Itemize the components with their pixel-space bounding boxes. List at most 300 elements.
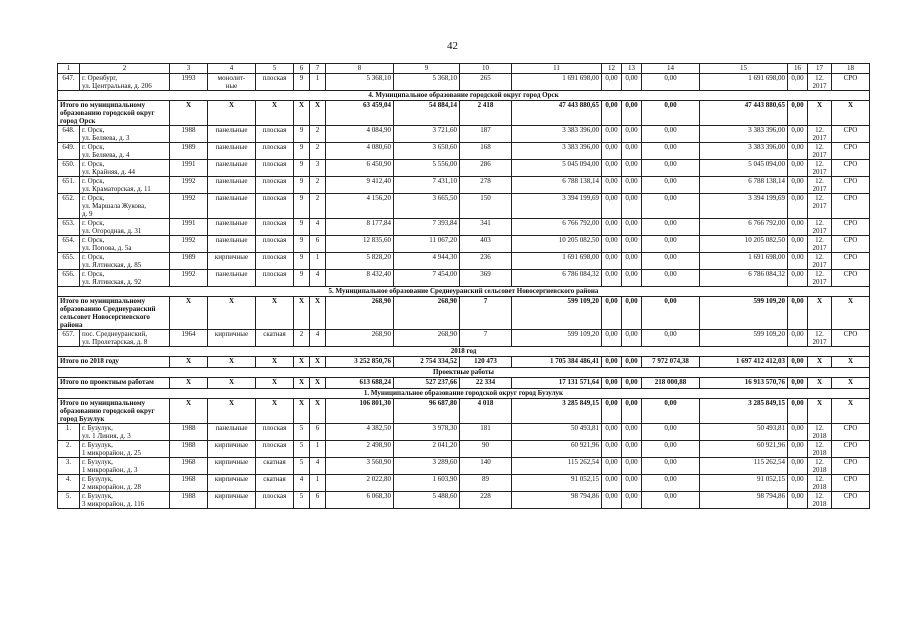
table-cell: 17 131 571,64 — [512, 378, 602, 389]
table-cell: 0,00 — [622, 253, 642, 270]
table-cell: 0,00 — [642, 297, 700, 330]
table-cell: Проектные работы — [58, 368, 870, 378]
table-cell: 1 691 698,00 — [700, 253, 788, 270]
table-cell: 2. — [58, 441, 80, 458]
table-cell: 0,00 — [602, 74, 622, 91]
table-cell: 2 — [310, 177, 326, 194]
table-cell: 3 383 396,00 — [700, 126, 788, 143]
table-cell: плоская — [256, 177, 294, 194]
table-cell: 2 754 334,52 — [394, 357, 460, 368]
table-cell: 6 — [310, 236, 326, 253]
table-cell: 0,00 — [642, 270, 700, 287]
table-cell: г. Орск, ул. Беляева, д. 3 — [80, 126, 170, 143]
table-cell: панельные — [208, 270, 256, 287]
table-cell: г. Бузулук, 1 микрорайон, д. 25 — [80, 441, 170, 458]
section-heading-row — [58, 91, 870, 101]
table-cell: 0,00 — [788, 492, 808, 509]
table-cell: 0,00 — [642, 424, 700, 441]
table-cell: X — [310, 357, 326, 368]
table-cell: 0,00 — [642, 441, 700, 458]
table-cell: скатная — [256, 330, 294, 347]
table-cell: плоская — [256, 236, 294, 253]
table-cell: 3 978,30 — [394, 424, 460, 441]
table-cell: скатная — [256, 458, 294, 475]
table-cell: СРО — [832, 236, 870, 253]
table-cell: X — [170, 297, 208, 330]
table-cell: СРО — [832, 270, 870, 287]
table-cell: 1 — [310, 475, 326, 492]
table-cell: плоская — [256, 219, 294, 236]
section-heading-row — [58, 389, 870, 399]
table-cell: 22 334 — [460, 378, 512, 389]
table-cell: 60 921,96 — [512, 441, 602, 458]
table-cell: 5 — [294, 492, 310, 509]
table-cell: 91 052,15 — [512, 475, 602, 492]
table-row — [58, 177, 870, 194]
table-cell: 7 — [460, 330, 512, 347]
table-cell: 96 687,80 — [394, 399, 460, 424]
table-cell: 0,00 — [602, 194, 622, 219]
table-cell: 1991 — [170, 160, 208, 177]
table-cell: X — [256, 378, 294, 389]
table-cell: 0,00 — [642, 253, 700, 270]
table-cell: X — [832, 101, 870, 126]
table-cell: 268,90 — [326, 330, 394, 347]
table-cell: 17 — [808, 64, 832, 74]
table-cell: СРО — [832, 253, 870, 270]
table-cell: 6 068,30 — [326, 492, 394, 509]
table-cell: 9 — [294, 74, 310, 91]
table-cell: г. Орск, ул. Беляева, д. 4 — [80, 143, 170, 160]
table-cell: 0,00 — [642, 399, 700, 424]
table-cell: г. Бузулук, 3 микрорайон, д. 116 — [80, 492, 170, 509]
table-cell: 0,00 — [602, 270, 622, 287]
table-cell: 187 — [460, 126, 512, 143]
table-cell: 6 — [294, 64, 310, 74]
table-cell: X — [832, 378, 870, 389]
table-cell: плоская — [256, 126, 294, 143]
table-cell: X — [170, 399, 208, 424]
table-cell: 8 177,84 — [326, 219, 394, 236]
table-cell: 3 560,90 — [326, 458, 394, 475]
table-cell: 0,00 — [622, 143, 642, 160]
table-cell: 5 — [294, 441, 310, 458]
table-cell: панельные — [208, 424, 256, 441]
column-number-row — [58, 64, 870, 74]
table-cell: 50 493,81 — [512, 424, 602, 441]
table-cell: 0,00 — [622, 297, 642, 330]
table-cell: 650. — [58, 160, 80, 177]
table-cell: 12. 2017 — [808, 253, 832, 270]
table-cell: 115 262,54 — [512, 458, 602, 475]
table-cell: X — [256, 357, 294, 368]
table-cell: 0,00 — [622, 399, 642, 424]
table-cell: 0,00 — [622, 160, 642, 177]
table-cell: X — [294, 297, 310, 330]
table-cell: 150 — [460, 194, 512, 219]
table-cell: СРО — [832, 74, 870, 91]
table-cell: 0,00 — [642, 74, 700, 91]
table-cell: СРО — [832, 492, 870, 509]
table-cell: СРО — [832, 330, 870, 347]
table-cell: 2 — [310, 143, 326, 160]
table-cell: 2 — [310, 194, 326, 219]
table-cell: 7 454,00 — [394, 270, 460, 287]
table-cell: 4. Муниципальное образование городской округ город Орск — [58, 91, 870, 101]
table-cell: 12. 2017 — [808, 219, 832, 236]
table-cell: СРО — [832, 143, 870, 160]
table-cell: 1988 — [170, 424, 208, 441]
table-cell: плоская — [256, 424, 294, 441]
table-cell: скатная — [256, 475, 294, 492]
table-cell: 0,00 — [622, 458, 642, 475]
table-cell: 3 — [170, 64, 208, 74]
table-row — [58, 475, 870, 492]
table-cell: 10 — [460, 64, 512, 74]
table-cell: 6 766 792,00 — [700, 219, 788, 236]
table-cell: 4. — [58, 475, 80, 492]
table-cell: 651. — [58, 177, 80, 194]
table-cell: 1 603,90 — [394, 475, 460, 492]
table-cell: 13 — [622, 64, 642, 74]
table-cell: 0,00 — [788, 441, 808, 458]
table-cell: 89 — [460, 475, 512, 492]
table-cell: 8 — [326, 64, 394, 74]
total-row — [58, 378, 870, 389]
table-cell: 4 — [208, 64, 256, 74]
table-cell: 0,00 — [602, 126, 622, 143]
table-cell: 0,00 — [642, 219, 700, 236]
table-cell: 0,00 — [622, 219, 642, 236]
table-cell: 0,00 — [788, 219, 808, 236]
table-cell: 0,00 — [622, 330, 642, 347]
table-cell: 1992 — [170, 194, 208, 219]
table-cell: 341 — [460, 219, 512, 236]
table-cell: 4 — [294, 475, 310, 492]
table-cell: 2 — [310, 126, 326, 143]
table-cell: 0,00 — [788, 458, 808, 475]
table-row — [58, 458, 870, 475]
table-cell: монолит- ные — [208, 74, 256, 91]
table-cell: 657. — [58, 330, 80, 347]
table-cell: 653. — [58, 219, 80, 236]
table-cell: 2 041,20 — [394, 441, 460, 458]
table-cell: 527 237,66 — [394, 378, 460, 389]
table-cell: 218 000,88 — [642, 378, 700, 389]
table-cell: 1 691 698,00 — [512, 74, 602, 91]
table-cell: 1 — [58, 64, 80, 74]
table-cell: панельные — [208, 219, 256, 236]
table-cell: X — [294, 357, 310, 368]
table-cell: 4 080,60 — [326, 143, 394, 160]
table-cell: 0,00 — [788, 357, 808, 368]
table-cell: кирпичные — [208, 441, 256, 458]
table-cell: 0,00 — [642, 458, 700, 475]
table-cell: X — [832, 357, 870, 368]
table-cell: 9 — [294, 219, 310, 236]
table-cell: 5 045 094,00 — [512, 160, 602, 177]
table-cell: 0,00 — [602, 378, 622, 389]
table-cell: 3 289,60 — [394, 458, 460, 475]
table-cell: 9 — [294, 270, 310, 287]
table-cell: 0,00 — [788, 126, 808, 143]
table-cell: 0,00 — [602, 399, 622, 424]
table-cell: 12. 2017 — [808, 160, 832, 177]
table-cell: 4 — [310, 458, 326, 475]
table-cell: 15 — [700, 64, 788, 74]
table-cell: 2 — [80, 64, 170, 74]
table-cell: 0,00 — [788, 74, 808, 91]
table-row — [58, 270, 870, 287]
table-cell: 0,00 — [788, 330, 808, 347]
table-cell: 0,00 — [622, 177, 642, 194]
table-cell: 0,00 — [602, 424, 622, 441]
table-cell: 0,00 — [788, 101, 808, 126]
table-cell: 1989 — [170, 143, 208, 160]
table-cell: X — [256, 399, 294, 424]
table-cell: 0,00 — [642, 126, 700, 143]
table-cell: 11 067,20 — [394, 236, 460, 253]
table-cell: 4 944,30 — [394, 253, 460, 270]
table-cell: 0,00 — [622, 492, 642, 509]
table-cell: 0,00 — [642, 101, 700, 126]
table-cell: г. Бузулук, 1 микрорайон, д. 3 — [80, 458, 170, 475]
table-cell: 18 — [832, 64, 870, 74]
table-cell: 12. 2017 — [808, 143, 832, 160]
table-cell: 2 — [294, 330, 310, 347]
table-cell: 140 — [460, 458, 512, 475]
table-cell: 0,00 — [602, 101, 622, 126]
table-cell: 98 794,86 — [700, 492, 788, 509]
table-cell: панельные — [208, 143, 256, 160]
table-cell: 60 921,96 — [700, 441, 788, 458]
table-cell: плоская — [256, 492, 294, 509]
table-cell: СРО — [832, 458, 870, 475]
table-row — [58, 236, 870, 253]
table-cell: панельные — [208, 160, 256, 177]
table-cell: 3 665,50 — [394, 194, 460, 219]
table-cell: 0,00 — [788, 236, 808, 253]
table-cell: X — [208, 101, 256, 126]
table-cell: 4 — [310, 219, 326, 236]
table-cell: г. Орск, ул. Крайняя, д. 44 — [80, 160, 170, 177]
table-cell: 403 — [460, 236, 512, 253]
table-cell: 3 394 199,69 — [512, 194, 602, 219]
table-cell: 1992 — [170, 177, 208, 194]
table-cell: 6 — [310, 424, 326, 441]
table-cell: 3 285 849,15 — [700, 399, 788, 424]
table-row — [58, 194, 870, 219]
table-cell: 12. 2018 — [808, 458, 832, 475]
total-row — [58, 357, 870, 368]
table-cell: 12. 2017 — [808, 330, 832, 347]
table-cell: панельные — [208, 236, 256, 253]
table-cell: 12 835,60 — [326, 236, 394, 253]
table-cell: 2018 год — [58, 347, 870, 357]
table-cell: панельные — [208, 126, 256, 143]
table-cell: 12. 2017 — [808, 270, 832, 287]
table-cell: 236 — [460, 253, 512, 270]
table-cell: 0,00 — [642, 160, 700, 177]
table-cell: 613 688,24 — [326, 378, 394, 389]
table-cell: 0,00 — [788, 424, 808, 441]
table-cell: 5 368,10 — [326, 74, 394, 91]
table-cell: г. Орск, ул. Ялтинская, д. 85 — [80, 253, 170, 270]
table-cell: плоская — [256, 160, 294, 177]
table-cell: 0,00 — [602, 177, 622, 194]
table-cell: 4 084,90 — [326, 126, 394, 143]
table-cell: 3 252 850,76 — [326, 357, 394, 368]
table-cell: 0,00 — [788, 177, 808, 194]
table-cell: Итого по проектным работам — [58, 378, 170, 389]
table-cell: 5 — [294, 458, 310, 475]
table-cell: X — [310, 378, 326, 389]
table-cell: 5 — [294, 424, 310, 441]
table-cell: 0,00 — [642, 475, 700, 492]
total-row — [58, 101, 870, 126]
table-cell: 1991 — [170, 219, 208, 236]
table-cell: 1. — [58, 424, 80, 441]
table-cell: Итого по муниципальному образованию городской округ город Орск — [58, 101, 170, 126]
table-cell: 7 — [460, 297, 512, 330]
table-cell: 181 — [460, 424, 512, 441]
table-cell: 0,00 — [642, 236, 700, 253]
table-cell: 0,00 — [788, 194, 808, 219]
table-cell: 0,00 — [622, 475, 642, 492]
table-body — [58, 64, 870, 509]
table-cell: 12. 2018 — [808, 424, 832, 441]
table-cell: 0,00 — [642, 492, 700, 509]
table-row — [58, 143, 870, 160]
table-cell: 120 473 — [460, 357, 512, 368]
table-row — [58, 253, 870, 270]
table-cell: 649. — [58, 143, 80, 160]
table-cell: г. Орск, ул. Ялтинская, д. 92 — [80, 270, 170, 287]
table-cell: 9 — [294, 160, 310, 177]
table-cell: 10 205 082,50 — [700, 236, 788, 253]
table-cell: 647. — [58, 74, 80, 91]
table-cell: плоская — [256, 441, 294, 458]
table-cell: 1. Муниципальное образование городской округ город Бузулук — [58, 389, 870, 399]
table-cell: 168 — [460, 143, 512, 160]
table-cell: 47 443 880,65 — [700, 101, 788, 126]
table-row — [58, 424, 870, 441]
register-table — [57, 63, 870, 509]
table-cell: 652. — [58, 194, 80, 219]
table-cell: 12. 2018 — [808, 441, 832, 458]
table-cell: 9 — [294, 177, 310, 194]
table-cell: 5 828,20 — [326, 253, 394, 270]
table-cell: 0,00 — [602, 458, 622, 475]
table-cell: 12. 2018 — [808, 492, 832, 509]
table-cell: г. Бузулук, 2 микрорайон, д. 28 — [80, 475, 170, 492]
table-cell: 1993 — [170, 74, 208, 91]
table-cell: X — [808, 399, 832, 424]
table-cell: 7 431,10 — [394, 177, 460, 194]
table-cell: 6 450,90 — [326, 160, 394, 177]
table-cell: г. Орск, ул. Маршала Жукова, д. 9 — [80, 194, 170, 219]
table-cell: X — [294, 378, 310, 389]
table-cell: 0,00 — [622, 441, 642, 458]
table-row — [58, 441, 870, 458]
table-cell: кирпичные — [208, 492, 256, 509]
table-cell: г. Оренбург, ул. Центральная, д. 206 — [80, 74, 170, 91]
table-cell: 0,00 — [602, 253, 622, 270]
table-cell: 106 801,30 — [326, 399, 394, 424]
table-row — [58, 74, 870, 91]
table-cell: 0,00 — [642, 194, 700, 219]
table-cell: 3 394 199,69 — [700, 194, 788, 219]
table-cell: 3 650,60 — [394, 143, 460, 160]
table-cell: 3 721,60 — [394, 126, 460, 143]
table-cell: плоская — [256, 143, 294, 160]
table-cell: 0,00 — [602, 236, 622, 253]
table-cell: 1 691 698,00 — [700, 74, 788, 91]
table-cell: 12. 2018 — [808, 475, 832, 492]
table-cell: 9 — [394, 64, 460, 74]
table-cell: СРО — [832, 160, 870, 177]
table-cell: 8 432,40 — [326, 270, 394, 287]
page-number: 42 — [447, 40, 458, 52]
table-cell: г. Орск, ул. Краматорская, д. 11 — [80, 177, 170, 194]
table-cell: 0,00 — [642, 177, 700, 194]
table-cell: 0,00 — [602, 475, 622, 492]
table-cell: 5 556,00 — [394, 160, 460, 177]
table-cell: 0,00 — [788, 253, 808, 270]
table-cell: г. Орск, ул. Огородная, д. 31 — [80, 219, 170, 236]
table-cell: 0,00 — [788, 143, 808, 160]
table-cell: 0,00 — [602, 219, 622, 236]
table-cell: 1964 — [170, 330, 208, 347]
table-cell: кирпичные — [208, 330, 256, 347]
table-cell: X — [310, 101, 326, 126]
table-cell: кирпичные — [208, 475, 256, 492]
table-cell: 6 788 138,14 — [512, 177, 602, 194]
table-row — [58, 330, 870, 347]
table-cell: пос. Среднеуранский, ул. Пролетарская, д. 8 — [80, 330, 170, 347]
table-cell: X — [808, 378, 832, 389]
table-cell: 599 109,20 — [700, 297, 788, 330]
table-row — [58, 492, 870, 509]
table-cell: 648. — [58, 126, 80, 143]
section-heading-row — [58, 368, 870, 378]
table-cell: плоская — [256, 253, 294, 270]
table-row — [58, 126, 870, 143]
table-cell: 1 — [310, 74, 326, 91]
table-cell: 9 — [294, 253, 310, 270]
table-cell: 265 — [460, 74, 512, 91]
table-cell: 656. — [58, 270, 80, 287]
section-heading-row — [58, 287, 870, 297]
table-cell: 0,00 — [788, 378, 808, 389]
table-cell: панельные — [208, 194, 256, 219]
table-cell: 4 — [310, 270, 326, 287]
table-cell: 1992 — [170, 270, 208, 287]
table-cell: 14 — [642, 64, 700, 74]
table-cell: 654. — [58, 236, 80, 253]
table-cell: 47 443 880,65 — [512, 101, 602, 126]
table-cell: 10 205 082,50 — [512, 236, 602, 253]
table-cell: 7 393,84 — [394, 219, 460, 236]
table-cell: 268,90 — [394, 297, 460, 330]
table-cell: г. Бузулук, ул. 1 Линия, д. 3 — [80, 424, 170, 441]
table-cell: 3 383 396,00 — [512, 126, 602, 143]
table-cell: 0,00 — [622, 194, 642, 219]
table-cell: 0,00 — [622, 101, 642, 126]
table-cell: 16 913 570,76 — [700, 378, 788, 389]
table-cell: Итого по 2018 году — [58, 357, 170, 368]
table-cell: 3 285 849,15 — [512, 399, 602, 424]
